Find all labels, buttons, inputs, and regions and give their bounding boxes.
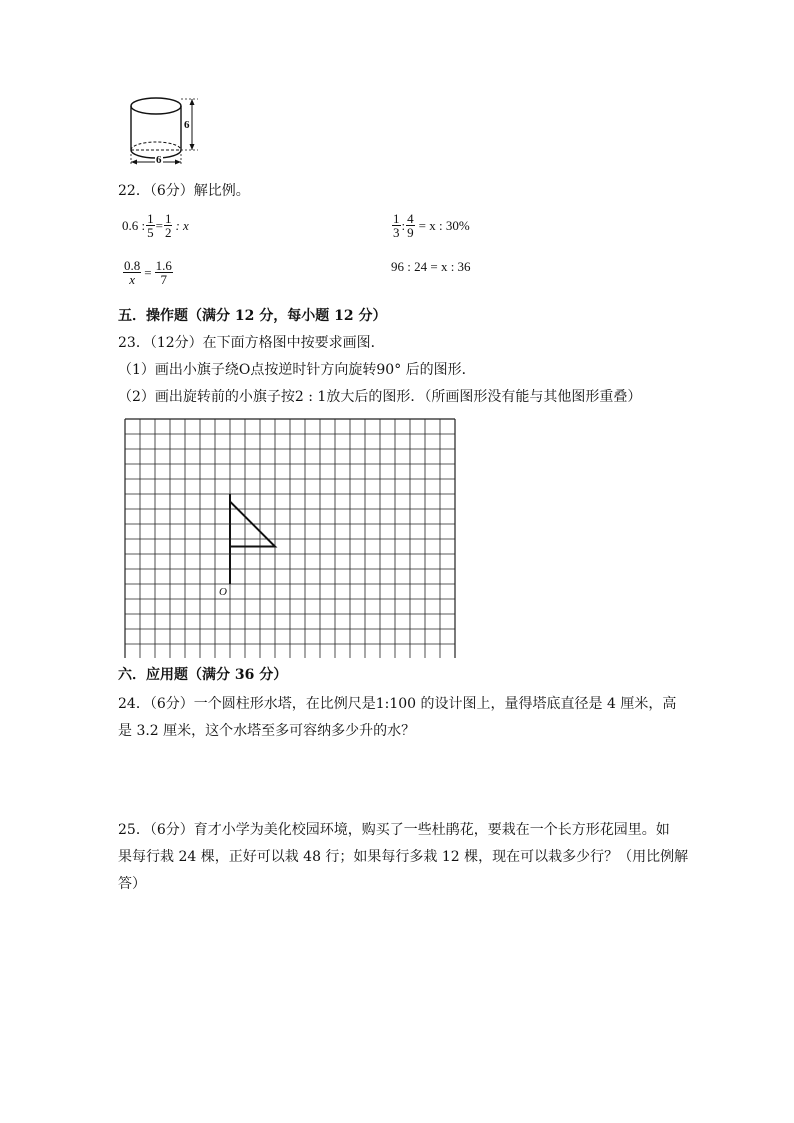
section-6-heading: 六．应用题（满分 36 分） — [118, 667, 288, 683]
q22-heading: 22．（6分）解比例。 — [118, 183, 250, 199]
eq1-fraction-2: $\frac{1}{2}$ — [164, 211, 172, 240]
eq1-tail: : x — [175, 217, 189, 233]
cylinder-height-label: 6 — [184, 119, 190, 131]
q23-item-1: （1）画出小旗子绕O点按逆时针方向旋转90° 后的图形． — [118, 362, 476, 378]
q25-line-2: 果每行栽 24 棵，正好可以栽 48 行；如果每行多栽 12 棵，现在可以栽多少行？（用比例解 — [118, 849, 689, 865]
eq1-fraction-1: $\frac{1}{5}$ — [147, 211, 154, 240]
q24-line-2: 是 3.2 厘米，这个水塔至多可容纳多少升的水？ — [118, 723, 416, 739]
eq2-fraction-1: $\frac{1}{3}$ — [393, 211, 400, 240]
eq3-fraction-1: $\frac{0.8}{x}$ — [124, 258, 141, 287]
section-5-heading: 五．操作题（满分 12 分，每小题 12 分） — [118, 308, 387, 324]
eq2-fraction-2: $\frac{4}{9}$ — [407, 211, 414, 240]
q25-line-3: 答） — [118, 876, 146, 892]
eq2-sep: : — [401, 217, 406, 233]
q23-item-2: （2）画出旋转前的小旗子按2 : 1放大后的图形．（所画图形没有能与其他图形重叠） — [118, 389, 642, 405]
eq2-tail: = x : 30% — [418, 217, 470, 233]
cylinder-figure — [118, 94, 210, 170]
eq1-lhs: 0.6 : — [122, 217, 146, 233]
point-o-label: O — [219, 586, 227, 598]
square-grid — [124, 418, 456, 658]
q24-line-1: 24．（6分）一个圆柱形水塔，在比例尺是1:100 的设计图上，量得塔底直径是 4 厘米，高 — [118, 696, 677, 712]
q23-heading: 23．（12分）在下面方格图中按要求画图． — [118, 335, 385, 351]
eq1-equals: = — [155, 217, 163, 233]
q22-equation-2 — [391, 212, 470, 239]
q25-line-1: 25．（6分）育才小学为美化校园环境，购买了一些杜鹃花，要栽在一个长方形花园里。如 — [118, 822, 670, 838]
eq3-equals: = — [144, 264, 152, 280]
cylinder-diameter-label: 6 — [156, 154, 162, 166]
q22-equation-4: 96 : 24 = x : 36 — [391, 259, 471, 274]
q22-equation-1 — [122, 212, 189, 239]
q22-equation-3 — [122, 259, 174, 286]
eq3-fraction-2: $\frac{1.6}{7}$ — [155, 258, 172, 287]
